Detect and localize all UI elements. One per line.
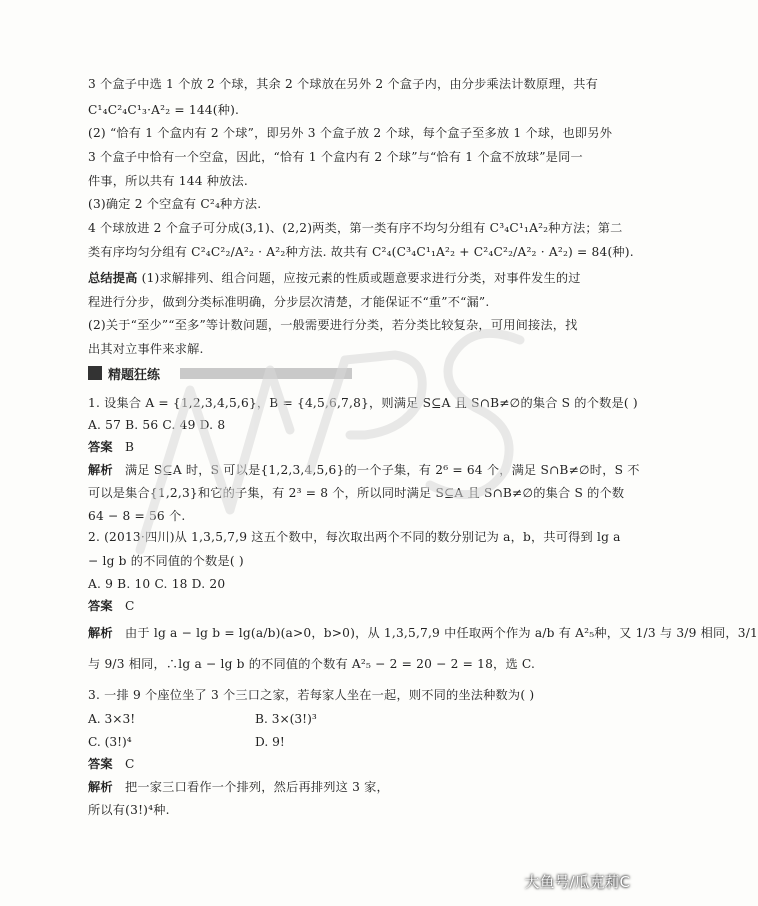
- text-line: (2) “恰有 1 个盒内有 2 个球”，即另外 3 个盒子放 2 个球，每个盒子至多放 1 个球，也即另外: [88, 126, 613, 140]
- text-line: 4 个球放进 2 个盒子可分成(3,1)、(2,2)两类，第一类有序不均匀分组有 C³₄C¹₁A²₂种方法；第二: [88, 221, 623, 235]
- solution-line: [88, 624, 758, 642]
- section-bar: [180, 368, 352, 379]
- summary-label: 总结提高: [88, 271, 138, 285]
- text-line: 3 个盒子中选 1 个放 2 个球，其余 2 个球放在另外 2 个盒子内，由分步乘法计数原理，共有: [88, 77, 598, 91]
- option-b: B. 3×(3!)³: [255, 712, 317, 726]
- summary-text: (1)求解排列、组合问题，应按元素的性质或题意要求进行分类，对事件发生的过: [141, 271, 581, 285]
- answer-line: [88, 755, 584, 773]
- question-3: 3. 一排 9 个座位坐了 3 个三口之家，若每家人坐在一起，则不同的坐法种数为( ): [88, 688, 535, 702]
- answer-label: 答案: [88, 757, 113, 771]
- solution-label: 解析: [88, 626, 113, 640]
- question-2: 2. (2013·四川)从 1,3,5,7,9 这五个数中，每次取出两个不同的数分别记为 a，b，共可得到 lg a: [88, 530, 621, 544]
- corner-watermark: 大鱼号/瓜克莉C: [524, 873, 630, 891]
- answer-line: [88, 597, 584, 615]
- section-header: [88, 363, 353, 383]
- text-line: (2)关于“至少”“至多”等计数问题，一般需要进行分类，若分类比较复杂，可用间接法，找: [88, 318, 578, 332]
- solution-line: [88, 461, 640, 479]
- solution-text: 把一家三口看作一个排列，然后再排列这 3 家，: [125, 780, 389, 794]
- solution-label: 解析: [88, 780, 113, 794]
- text-line: 可以是集合{1,2,3}和它的子集，有 2³ = 8 个，所以同时满足 S⊆A 且 S∩B≠∅的集合 S 的个数: [88, 486, 625, 500]
- section-square-icon: [88, 366, 102, 380]
- text-line: 3 个盒子中恰有一个空盒，因此，“恰有 1 个盒内有 2 个球”与“恰有 1 个盒不放球”是同一: [88, 150, 583, 164]
- answer-value: C: [125, 599, 135, 613]
- text-line: 64 − 8 = 56 个.: [88, 509, 186, 523]
- answer-label: 答案: [88, 440, 113, 454]
- text-line: 类有序均匀分组有 C²₄C²₂/A²₂ · A²₂种方法. 故共有 C²₄(C³₄C¹₁A²₂ + C²₄C²₂/A²₂ · A²₂) = 84(种).: [88, 245, 634, 259]
- option-c: C. (3!)⁴: [88, 735, 132, 749]
- text-line: 程进行分步，做到分类标准明确，分步层次清楚，才能保证不“重”不“漏”.: [88, 295, 490, 309]
- text-line: 与 9/3 相同，∴lg a − lg b 的不同值的个数有 A²₅ − 2 = 20 − 2 = 18，选 C.: [88, 657, 536, 671]
- answer-value: B: [125, 440, 135, 454]
- question-1: 1. 设集合 A = {1,2,3,4,5,6}，B = {4,5,6,7,8}，则满足 S⊆A 且 S∩B≠∅的集合 S 的个数是( ): [88, 396, 638, 410]
- solution-text: 满足 S⊆A 时，S 可以是{1,2,3,4,5,6}的一个子集，有 2⁶ = 64 个，满足 S∩B≠∅时，S 不: [125, 463, 640, 477]
- text-line: 件事，所以共有 144 种放法.: [88, 174, 248, 188]
- question-2-options: A. 9 B. 10 C. 18 D. 20: [88, 577, 226, 591]
- text-line: 所以有(3!)⁴种.: [88, 803, 170, 817]
- answer-value: C: [125, 757, 135, 771]
- answer-label: 答案: [88, 599, 113, 613]
- question-1-options: A. 57 B. 56 C. 49 D. 8: [88, 418, 226, 432]
- text-line: 出其对立事件来求解.: [88, 342, 204, 356]
- text-line: − lg b 的不同值的个数是( ): [88, 554, 244, 568]
- summary-line: [88, 269, 584, 287]
- solution-text: 由于 lg a − lg b = lg(a/b)(a>0，b>0)，从 1,3,5,7,9 中任取两个作为 a/b 有 A²₅种，又 1/3 与 3/9 相同，3/1: [125, 626, 758, 640]
- solution-line: [88, 778, 584, 796]
- text-line: C¹₄C²₄C¹₃·A²₂ = 144(种).: [88, 103, 240, 117]
- option-d: D. 9!: [255, 735, 285, 749]
- answer-line: [88, 438, 584, 456]
- solution-label: 解析: [88, 463, 113, 477]
- option-a: A. 3×3!: [88, 712, 136, 726]
- text-line: (3)确定 2 个空盒有 C²₄种方法.: [88, 197, 262, 211]
- section-title: 精题狂练: [108, 368, 161, 383]
